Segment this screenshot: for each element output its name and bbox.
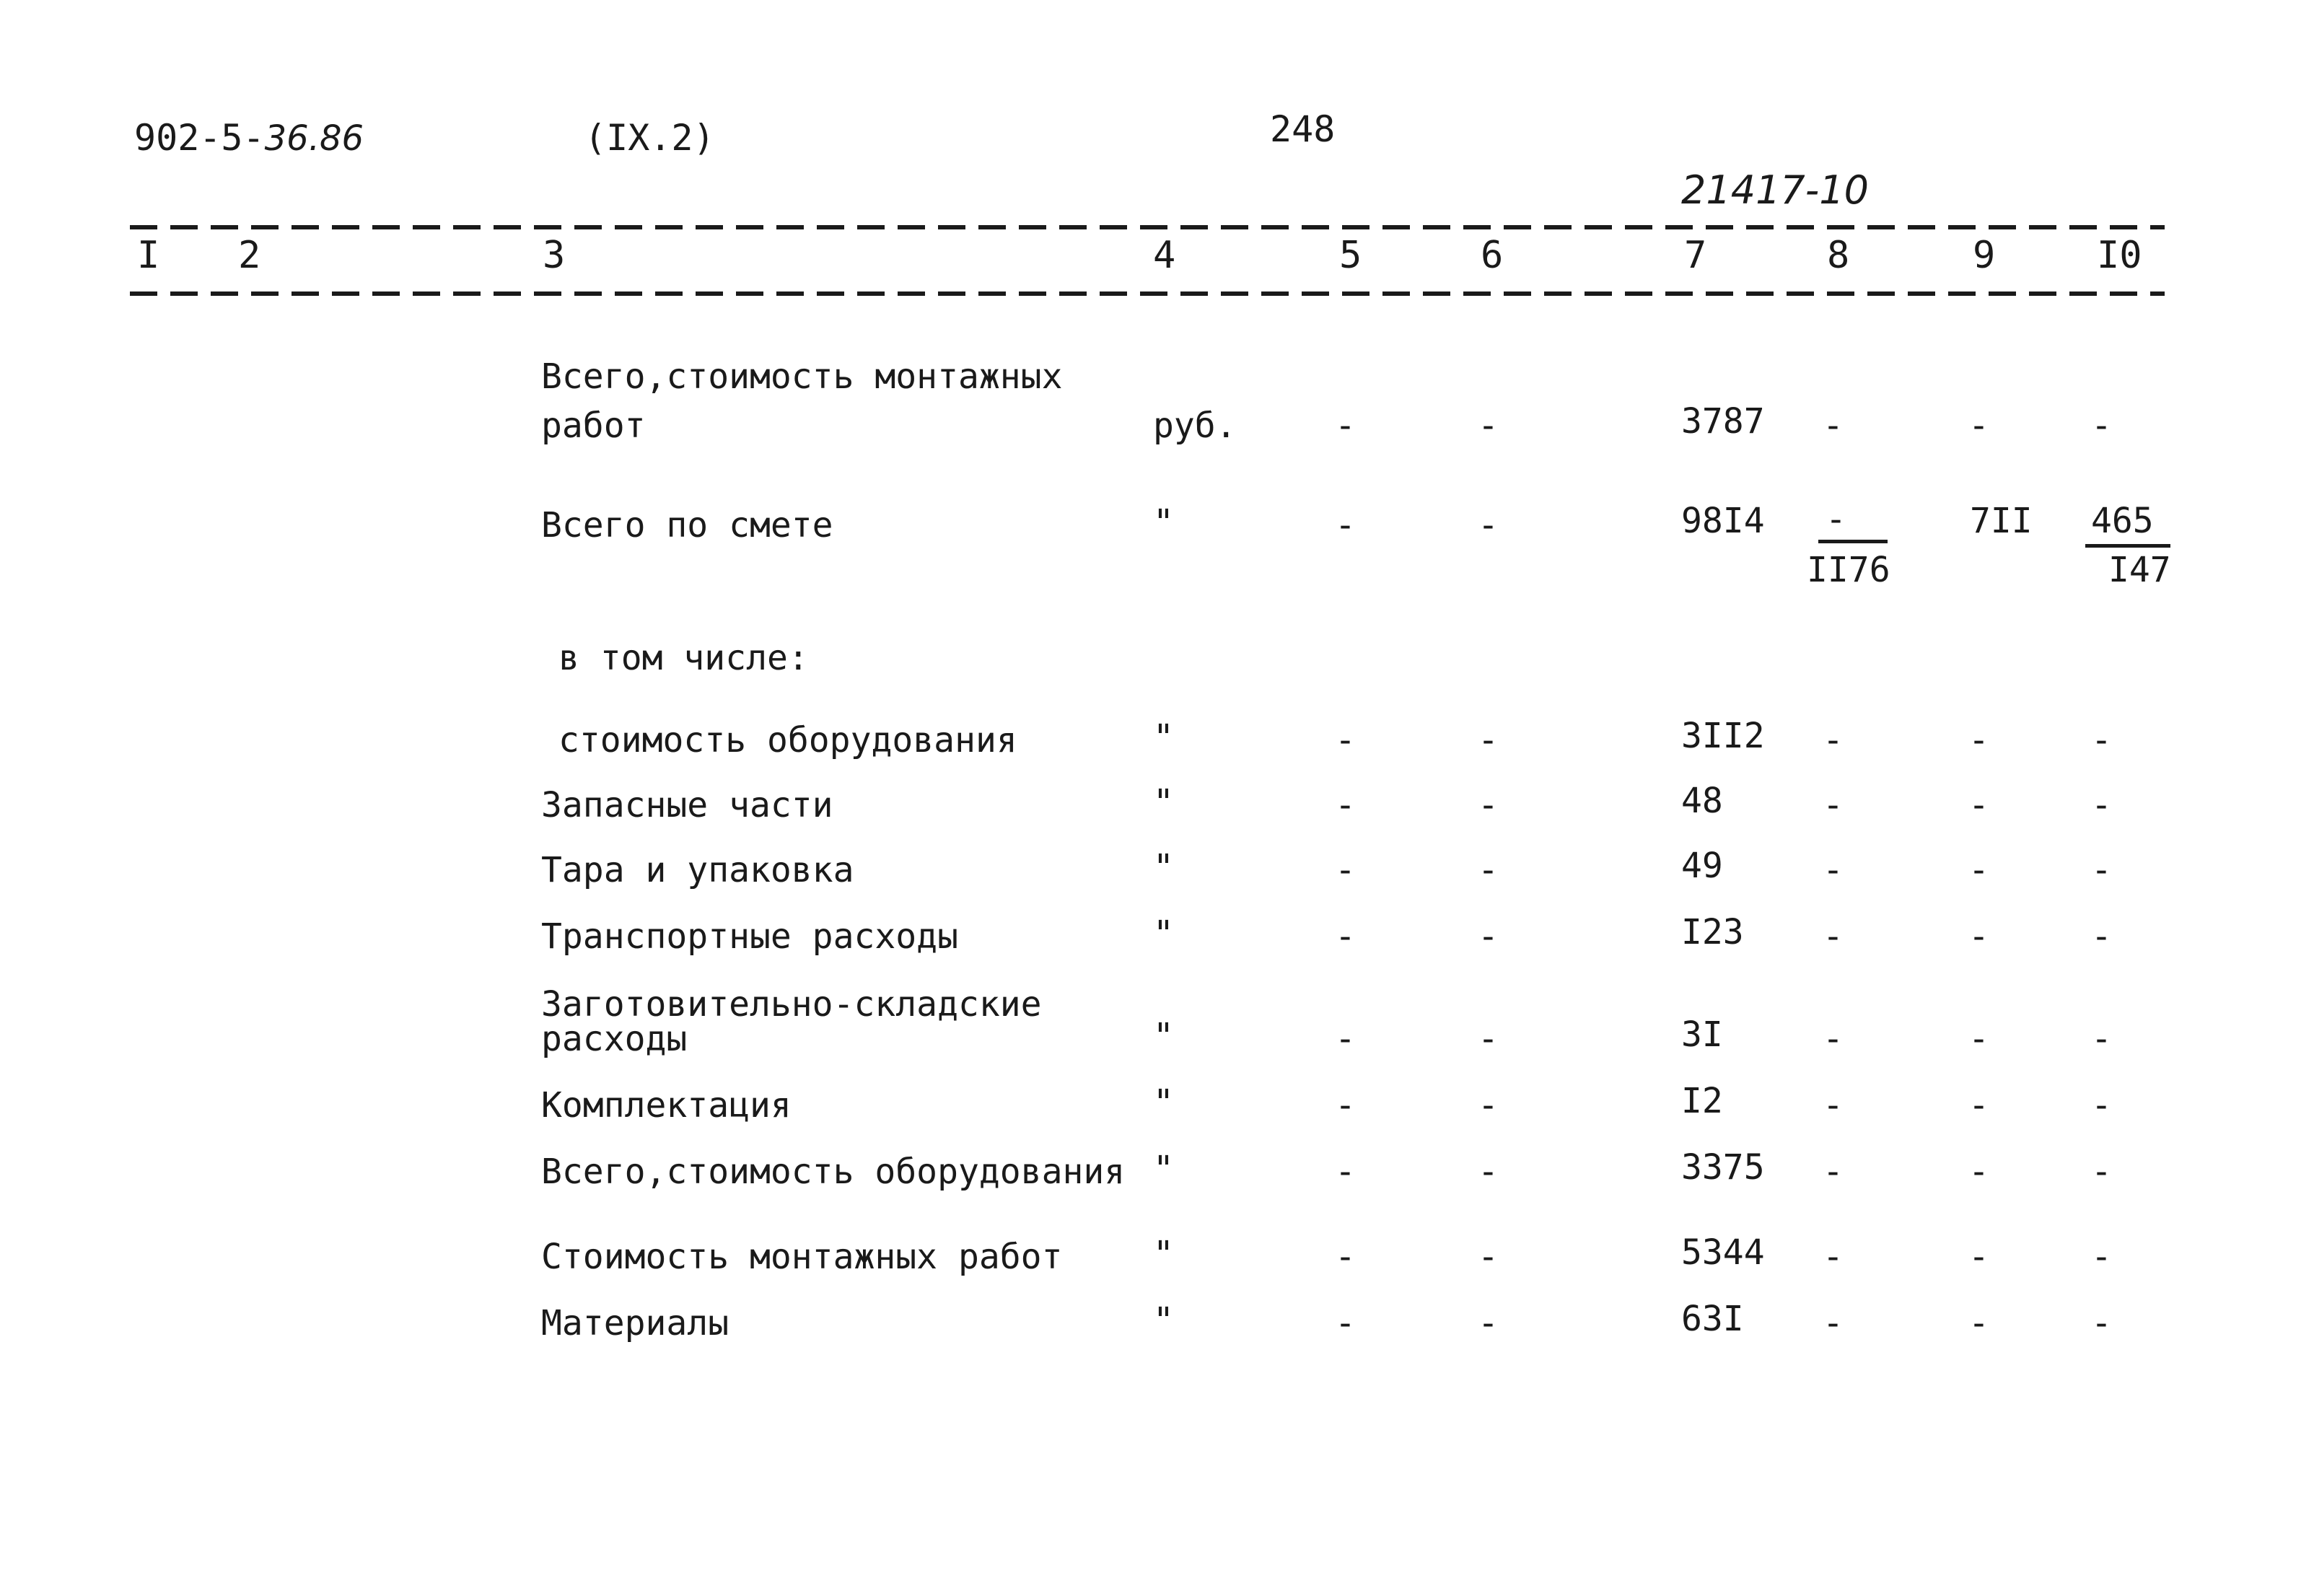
row-col7: 48 (1681, 781, 1723, 821)
row-col8-denominator: II76 (1807, 550, 1890, 590)
row-label: Всего,стоимость оборудования (541, 1152, 1126, 1192)
column-header-9: 9 (1973, 234, 1996, 277)
row-col8: - (1823, 785, 1844, 825)
row-col6: - (1478, 1019, 1499, 1059)
row-col8: - (1823, 1152, 1844, 1192)
row-col9: - (1968, 916, 1989, 957)
row-col7: 49 (1681, 846, 1723, 886)
row-col9: - (1968, 1303, 1989, 1343)
row-col9: - (1968, 850, 1989, 890)
section-number: (IX.2) (584, 117, 715, 159)
row-unit: " (1153, 1234, 1174, 1274)
row-col6: - (1478, 1237, 1499, 1277)
row-col10: - (2091, 720, 2112, 760)
row-col5: - (1335, 850, 1356, 890)
row-label: Тара и упаковка (541, 850, 854, 890)
row-col5: - (1335, 405, 1356, 446)
row-col9: - (1968, 1019, 1989, 1059)
row-label-continued: расходы (541, 1019, 688, 1059)
row-col7: 98I4 (1681, 501, 1765, 541)
subtotal-heading: в том числе: (558, 638, 809, 678)
handwritten-stamp: 21417-10 (1681, 167, 1869, 213)
row-col5: - (1335, 1019, 1356, 1059)
row-label: Комплектация (541, 1085, 792, 1126)
row-col5: - (1335, 785, 1356, 825)
row-unit: " (1153, 717, 1174, 758)
row-col9: 7II (1970, 501, 2033, 541)
row-col9: - (1968, 785, 1989, 825)
row-col6: - (1478, 505, 1499, 545)
row-col7: I23 (1681, 912, 1744, 952)
column-header-6: 6 (1481, 234, 1504, 277)
row-col5: - (1335, 1237, 1356, 1277)
row-unit: " (1153, 1082, 1174, 1123)
row-col7: 3787 (1681, 401, 1765, 442)
row-unit: " (1153, 847, 1174, 887)
row-col8: - (1823, 1303, 1844, 1343)
row-col10-denominator: I47 (2108, 550, 2171, 590)
row-unit: " (1153, 782, 1174, 823)
row-col10: - (2091, 1085, 2112, 1126)
row-col9: - (1968, 1085, 1989, 1126)
document-code-handwritten: 36.86 (264, 118, 364, 159)
row-unit: " (1153, 913, 1174, 954)
row-col6: - (1478, 916, 1499, 957)
row-col10: - (2091, 1237, 2112, 1277)
row-col5: - (1335, 505, 1356, 545)
document-code-printed: 902-5- (134, 117, 265, 159)
row-col7: 5344 (1681, 1232, 1765, 1273)
row-col6: - (1478, 785, 1499, 825)
row-col10: - (2091, 850, 2112, 890)
row-unit: " (1153, 1016, 1174, 1056)
row-col6: - (1478, 405, 1499, 446)
row-col8: - (1823, 850, 1844, 890)
row-col10: - (2091, 405, 2112, 446)
row-unit: " (1153, 1149, 1174, 1189)
row-col7: I2 (1681, 1081, 1723, 1121)
column-header-10: I0 (2097, 234, 2142, 277)
row-col10: - (2091, 1303, 2112, 1343)
row-col7: 63I (1681, 1299, 1744, 1339)
row-col6: - (1478, 1085, 1499, 1126)
row-col10: - (2091, 785, 2112, 825)
row-col5: - (1335, 720, 1356, 760)
row-col10: - (2091, 1152, 2112, 1192)
row-col5: - (1335, 1085, 1356, 1126)
column-header-2: 2 (238, 234, 261, 277)
row-label: стоимость оборудования (558, 720, 1017, 760)
column-header-8: 8 (1827, 234, 1850, 277)
row-col8: - (1823, 720, 1844, 760)
row-col9: - (1968, 1152, 1989, 1192)
row-col7: 3I (1681, 1014, 1723, 1055)
row-col5: - (1335, 1303, 1356, 1343)
row-label: Стоимость монтажных работ (541, 1237, 1063, 1277)
column-header-3: 3 (543, 234, 566, 277)
column-header-5: 5 (1339, 234, 1362, 277)
row-label: Транспортные расходы (541, 916, 958, 957)
document-code (134, 117, 364, 159)
row-label-continued: работ (541, 405, 646, 446)
row-col10-numerator: 465 (2091, 501, 2154, 541)
row-col8: - (1823, 1019, 1844, 1059)
row-col8: - (1823, 1085, 1844, 1126)
column-header-7: 7 (1684, 234, 1707, 277)
row-col10: - (2091, 1019, 2112, 1059)
row-col9: - (1968, 720, 1989, 760)
row-col6: - (1478, 850, 1499, 890)
column-header-1: I (137, 234, 160, 277)
row-label: Заготовительно-складские (541, 984, 1042, 1025)
column-header-4: 4 (1153, 234, 1176, 277)
row-col7: 3375 (1681, 1147, 1765, 1188)
row-col8: - (1823, 405, 1844, 446)
row-label: Запасные части (541, 785, 833, 825)
row-col6: - (1478, 1303, 1499, 1343)
row-col10: - (2091, 916, 2112, 957)
row-col6: - (1478, 1152, 1499, 1192)
row-col8: - (1823, 1237, 1844, 1277)
row-col5: - (1335, 916, 1356, 957)
row-unit: " (1153, 502, 1174, 543)
row-label: Материалы (541, 1303, 729, 1343)
row-col9: - (1968, 1237, 1989, 1277)
page-number: 248 (1270, 108, 1336, 150)
row-col8-numerator: - (1826, 499, 1846, 540)
row-col5: - (1335, 1152, 1356, 1192)
row-col7: 3II2 (1681, 716, 1765, 756)
row-col8: - (1823, 916, 1844, 957)
header-top-rule (130, 225, 2165, 229)
row-label: Всего по смете (541, 505, 833, 545)
row-unit: руб. (1153, 405, 1237, 446)
header-bottom-rule (130, 291, 2165, 296)
row-col6: - (1478, 720, 1499, 760)
row-col9: - (1968, 405, 1989, 446)
row-unit: " (1153, 1300, 1174, 1341)
row-label: Всего,стоимость монтажных (541, 356, 1063, 397)
